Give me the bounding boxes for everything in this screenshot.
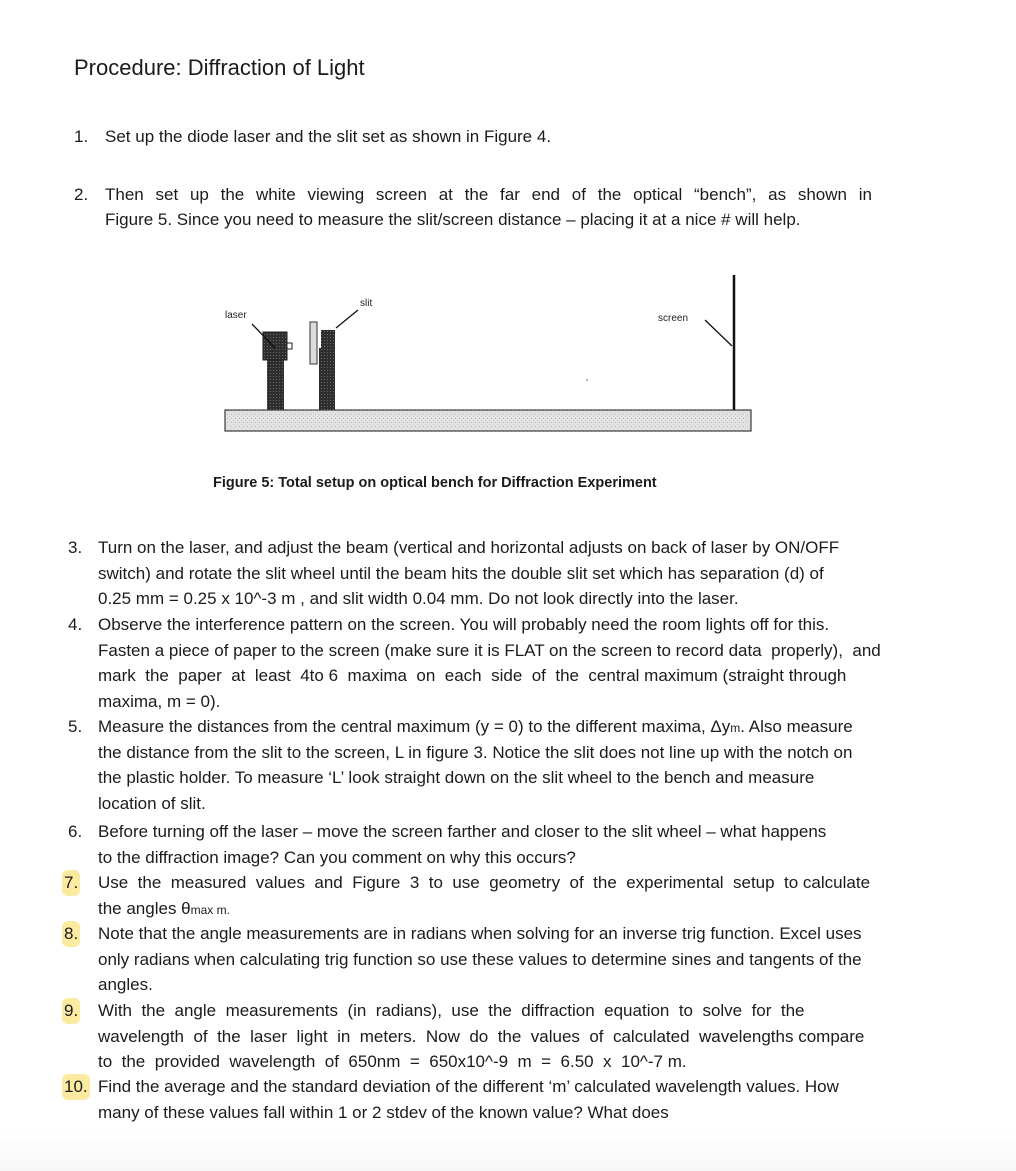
step-number: 3. xyxy=(68,538,83,557)
step-text-line: 0.25 mm = 0.25 x 10^-3 m , and slit width 0.04 mm. Do not look directly into the laser. xyxy=(98,589,739,608)
step-number: 2. xyxy=(74,185,89,204)
optical-bench-figure xyxy=(215,270,775,440)
step-text-line: Find the average and the standard deviation of the different ‘m’ calculated wavelength values. How xyxy=(98,1077,839,1096)
step-text-line: Note that the angle measurements are in radians when solving for an inverse trig function. Excel uses xyxy=(98,924,862,943)
step-text-line: With the angle measurements (in radians), use the diffraction equation to solve for the xyxy=(98,1001,805,1020)
step-text-line: Fasten a piece of paper to the screen (make sure it is FLAT on the screen to record data properly), and xyxy=(98,640,881,660)
step-text-line: maxima, m = 0). xyxy=(98,691,221,711)
step-number-highlighted: 8. xyxy=(62,921,80,947)
step-text-line: switch) and rotate the slit wheel until the beam hits the double slit set which has separation (d) of xyxy=(98,563,824,583)
laser-body xyxy=(263,332,287,360)
step-text-line: the distance from the slit to the screen, L in figure 3. Notice the slit does not line up with the notch on xyxy=(98,742,853,762)
step-text-line: wavelength of the laser light in meters. Now do the values of calculated wavelengths compare xyxy=(98,1026,865,1046)
step-text-line: Observe the interference pattern on the screen. You will probably need the room lights off for this. xyxy=(98,615,830,634)
figure-caption: Figure 5: Total setup on optical bench for Diffraction Experiment xyxy=(213,475,657,491)
step-number-highlighted: 7. xyxy=(62,870,80,896)
slit-holder xyxy=(321,330,335,358)
step-number: 6. xyxy=(68,822,83,841)
laser-aperture xyxy=(287,343,292,349)
step-text-line: mark the paper at least 4to 6 maxima on each side of the central maximum (straight through xyxy=(98,666,847,685)
slit-leader-line xyxy=(336,310,358,328)
slit-wheel xyxy=(310,322,317,364)
step-number: 1. xyxy=(74,127,89,146)
step-text-line xyxy=(98,896,230,924)
screen-label: screen xyxy=(658,313,689,324)
laser-label: laser xyxy=(225,310,247,321)
step-number-highlighted: 9. xyxy=(62,998,80,1024)
step-text-line: Turn on the laser, and adjust the beam (vertical and horizontal adjusts on back of laser by ON/OFF xyxy=(98,538,840,557)
step-text-line xyxy=(98,714,853,742)
step-text: . Also measure xyxy=(740,717,853,736)
step-text-line: Figure 5. Since you need to measure the slit/screen distance – placing it at a nice # will help. xyxy=(105,210,801,229)
step-number-highlighted: 10. xyxy=(62,1074,90,1100)
step-text-line: location of slit. xyxy=(98,793,206,813)
step-text: the angles θ xyxy=(98,898,191,918)
step-text-line: only radians when calculating trig function so use these values to determine sines and tangents of the xyxy=(98,949,862,969)
step-text: Measure the distances from the central maximum (y = 0) to the different maxima, Δy xyxy=(98,717,731,736)
slit-label: slit xyxy=(360,298,373,309)
screen-leader-line xyxy=(705,320,732,346)
step-number: 5. xyxy=(68,717,83,736)
subscript: max m. xyxy=(190,902,230,917)
step-text-line: Then set up the white viewing screen at the far end of the optical “bench”, as shown in xyxy=(105,185,872,204)
step-text-line: many of these values fall within 1 or 2 stdev of the known value? What does xyxy=(98,1102,669,1122)
step-text: Set up the diode laser and the slit set as shown in Figure 4. xyxy=(105,127,552,146)
step-text-line: angles. xyxy=(98,975,153,994)
beam-spot xyxy=(586,379,588,381)
page-title: Procedure: Diffraction of Light xyxy=(74,55,365,80)
step-text-line: Use the measured values and Figure 3 to use geometry of the experimental setup to calculate xyxy=(98,873,871,892)
step-number: 4. xyxy=(68,615,83,634)
step-text-line: Before turning off the laser – move the screen farther and closer to the slit wheel – what happens xyxy=(98,822,827,841)
step-text-line: to the diffraction image? Can you comment on why this occurs? xyxy=(98,847,576,867)
optical-bench xyxy=(225,410,751,431)
subscript: m xyxy=(730,721,741,735)
step-text-line: to the provided wavelength of 650nm = 650x10^-9 m = 6.50 x 10^-7 m. xyxy=(98,1052,687,1071)
step-text-line: the plastic holder. To measure ‘L’ look straight down on the slit wheel to the bench and measure xyxy=(98,768,815,787)
page-bottom-fade xyxy=(0,1130,1016,1171)
